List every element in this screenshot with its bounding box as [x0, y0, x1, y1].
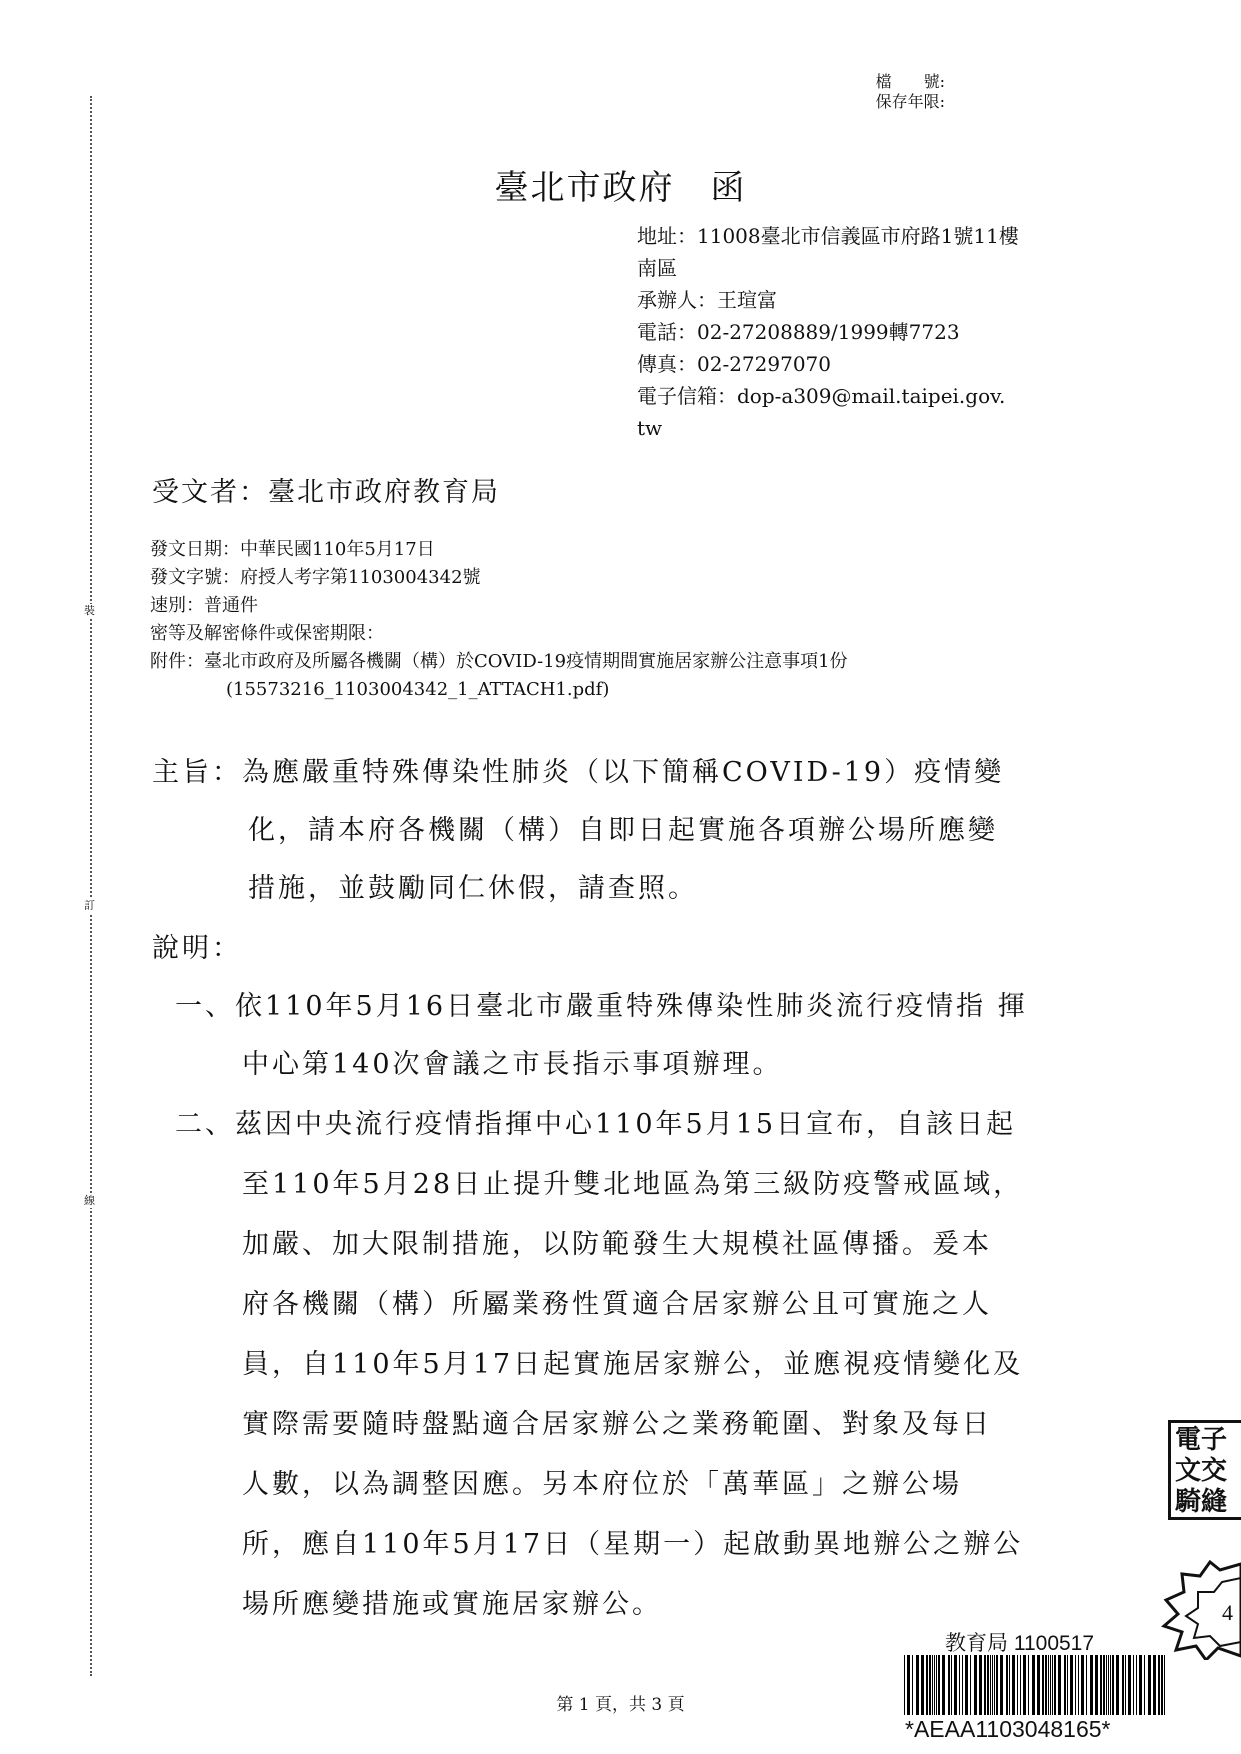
document-number: 發文字號：府授人考字第1103004342號 — [150, 567, 481, 588]
binding-edge-line — [90, 96, 92, 1676]
seal-row-3: 騎縫 — [1175, 1487, 1228, 1517]
speed-class: 速別：普通件 — [150, 595, 258, 616]
binding-mark: 裝 — [84, 604, 95, 617]
subject-line-2: 化，請本府各機關（構）自即日起實施各項辦公場所應變 — [248, 815, 998, 846]
retention-label: 保存年限: — [875, 92, 945, 111]
receipt-stamp: 教育局 1100517 — [945, 1632, 1095, 1655]
item-2-line-9: 場所應變措施或實施居家辦公。 — [242, 1589, 662, 1620]
item-1-line-2: 中心第140次會議之市長指示事項辦理。 — [242, 1049, 783, 1080]
item-2-line-2: 至110年5月28日止提升雙北地區為第三級防疫警戒區域， — [242, 1169, 1024, 1200]
file-number-label: 檔 號: — [875, 72, 945, 91]
document-title: 臺北市政府 函 — [494, 168, 747, 208]
subject-line-3: 措施，並鼓勵同仁休假，請查照。 — [248, 873, 698, 904]
page-seam-rosette — [1160, 1560, 1241, 1660]
item-2-line-7: 人數，以為調整因應。另本府位於「萬華區」之辦公場 — [242, 1469, 962, 1500]
email-line-1: 電子信箱：dop-a309@mail.taipei.gov. — [637, 384, 1006, 408]
contact-person: 承辦人：王瑄富 — [637, 288, 777, 312]
seal-row-1: 電子 — [1175, 1425, 1228, 1455]
page-footer: 第 1 頁，共 3 頁 — [556, 1695, 685, 1715]
fax: 傳真：02-27297070 — [637, 352, 832, 376]
attachment-file: (15573216_1103004342_1_ATTACH1.pdf) — [226, 679, 610, 700]
email-line-2: tw — [637, 416, 663, 440]
item-2-line-1: 二、茲因中央流行疫情指揮中心110年5月15日宣布，自該日起 — [175, 1109, 1017, 1140]
attachment: 附件：臺北市政府及所屬各機關（構）於COVID-19疫情期間實施居家辦公注意事項1份 — [150, 651, 848, 672]
address-line-2: 南區 — [637, 256, 677, 280]
line-mark: 線 — [84, 1194, 95, 1207]
item-2-line-8: 所，應自110年5月17日（星期一）起啟動異地辦公之辦公 — [242, 1529, 1024, 1560]
item-2-line-6: 實際需要隨時盤點適合居家辦公之業務範圍、對象及每日 — [242, 1409, 992, 1440]
barcode-text: *AEAA1103048165* — [905, 1716, 1111, 1742]
recipient: 受文者：臺北市政府教育局 — [152, 477, 500, 508]
seal-row-2: 文交 — [1175, 1456, 1228, 1486]
address-line-1: 地址：11008臺北市信義區市府路1號11樓 — [637, 224, 1019, 248]
rosette-number: 4 — [1222, 1600, 1233, 1625]
secrecy-level: 密等及解密條件或保密期限： — [150, 623, 384, 644]
electronic-seal — [1168, 1420, 1241, 1520]
phone: 電話：02-27208889/1999轉7723 — [637, 320, 960, 344]
issue-date: 發文日期：中華民國110年5月17日 — [150, 539, 435, 560]
explanation-heading: 說明： — [152, 933, 242, 964]
item-2-line-5: 員，自110年5月17日起實施居家辦公，並應視疫情變化及 — [242, 1349, 1024, 1380]
item-1-line-1: 一、依110年5月16日臺北市嚴重特殊傳染性肺炎流行疫情指 揮 — [175, 991, 1028, 1022]
item-2-line-4: 府各機關（構）所屬業務性質適合居家辦公且可實施之人 — [242, 1289, 992, 1320]
subject-line-1: 主旨：為應嚴重特殊傳染性肺炎（以下簡稱COVID-19）疫情變 — [152, 757, 1005, 788]
item-2-line-3: 加嚴、加大限制措施，以防範發生大規模社區傳播。爰本 — [242, 1229, 992, 1260]
staple-mark: 訂 — [84, 899, 95, 912]
